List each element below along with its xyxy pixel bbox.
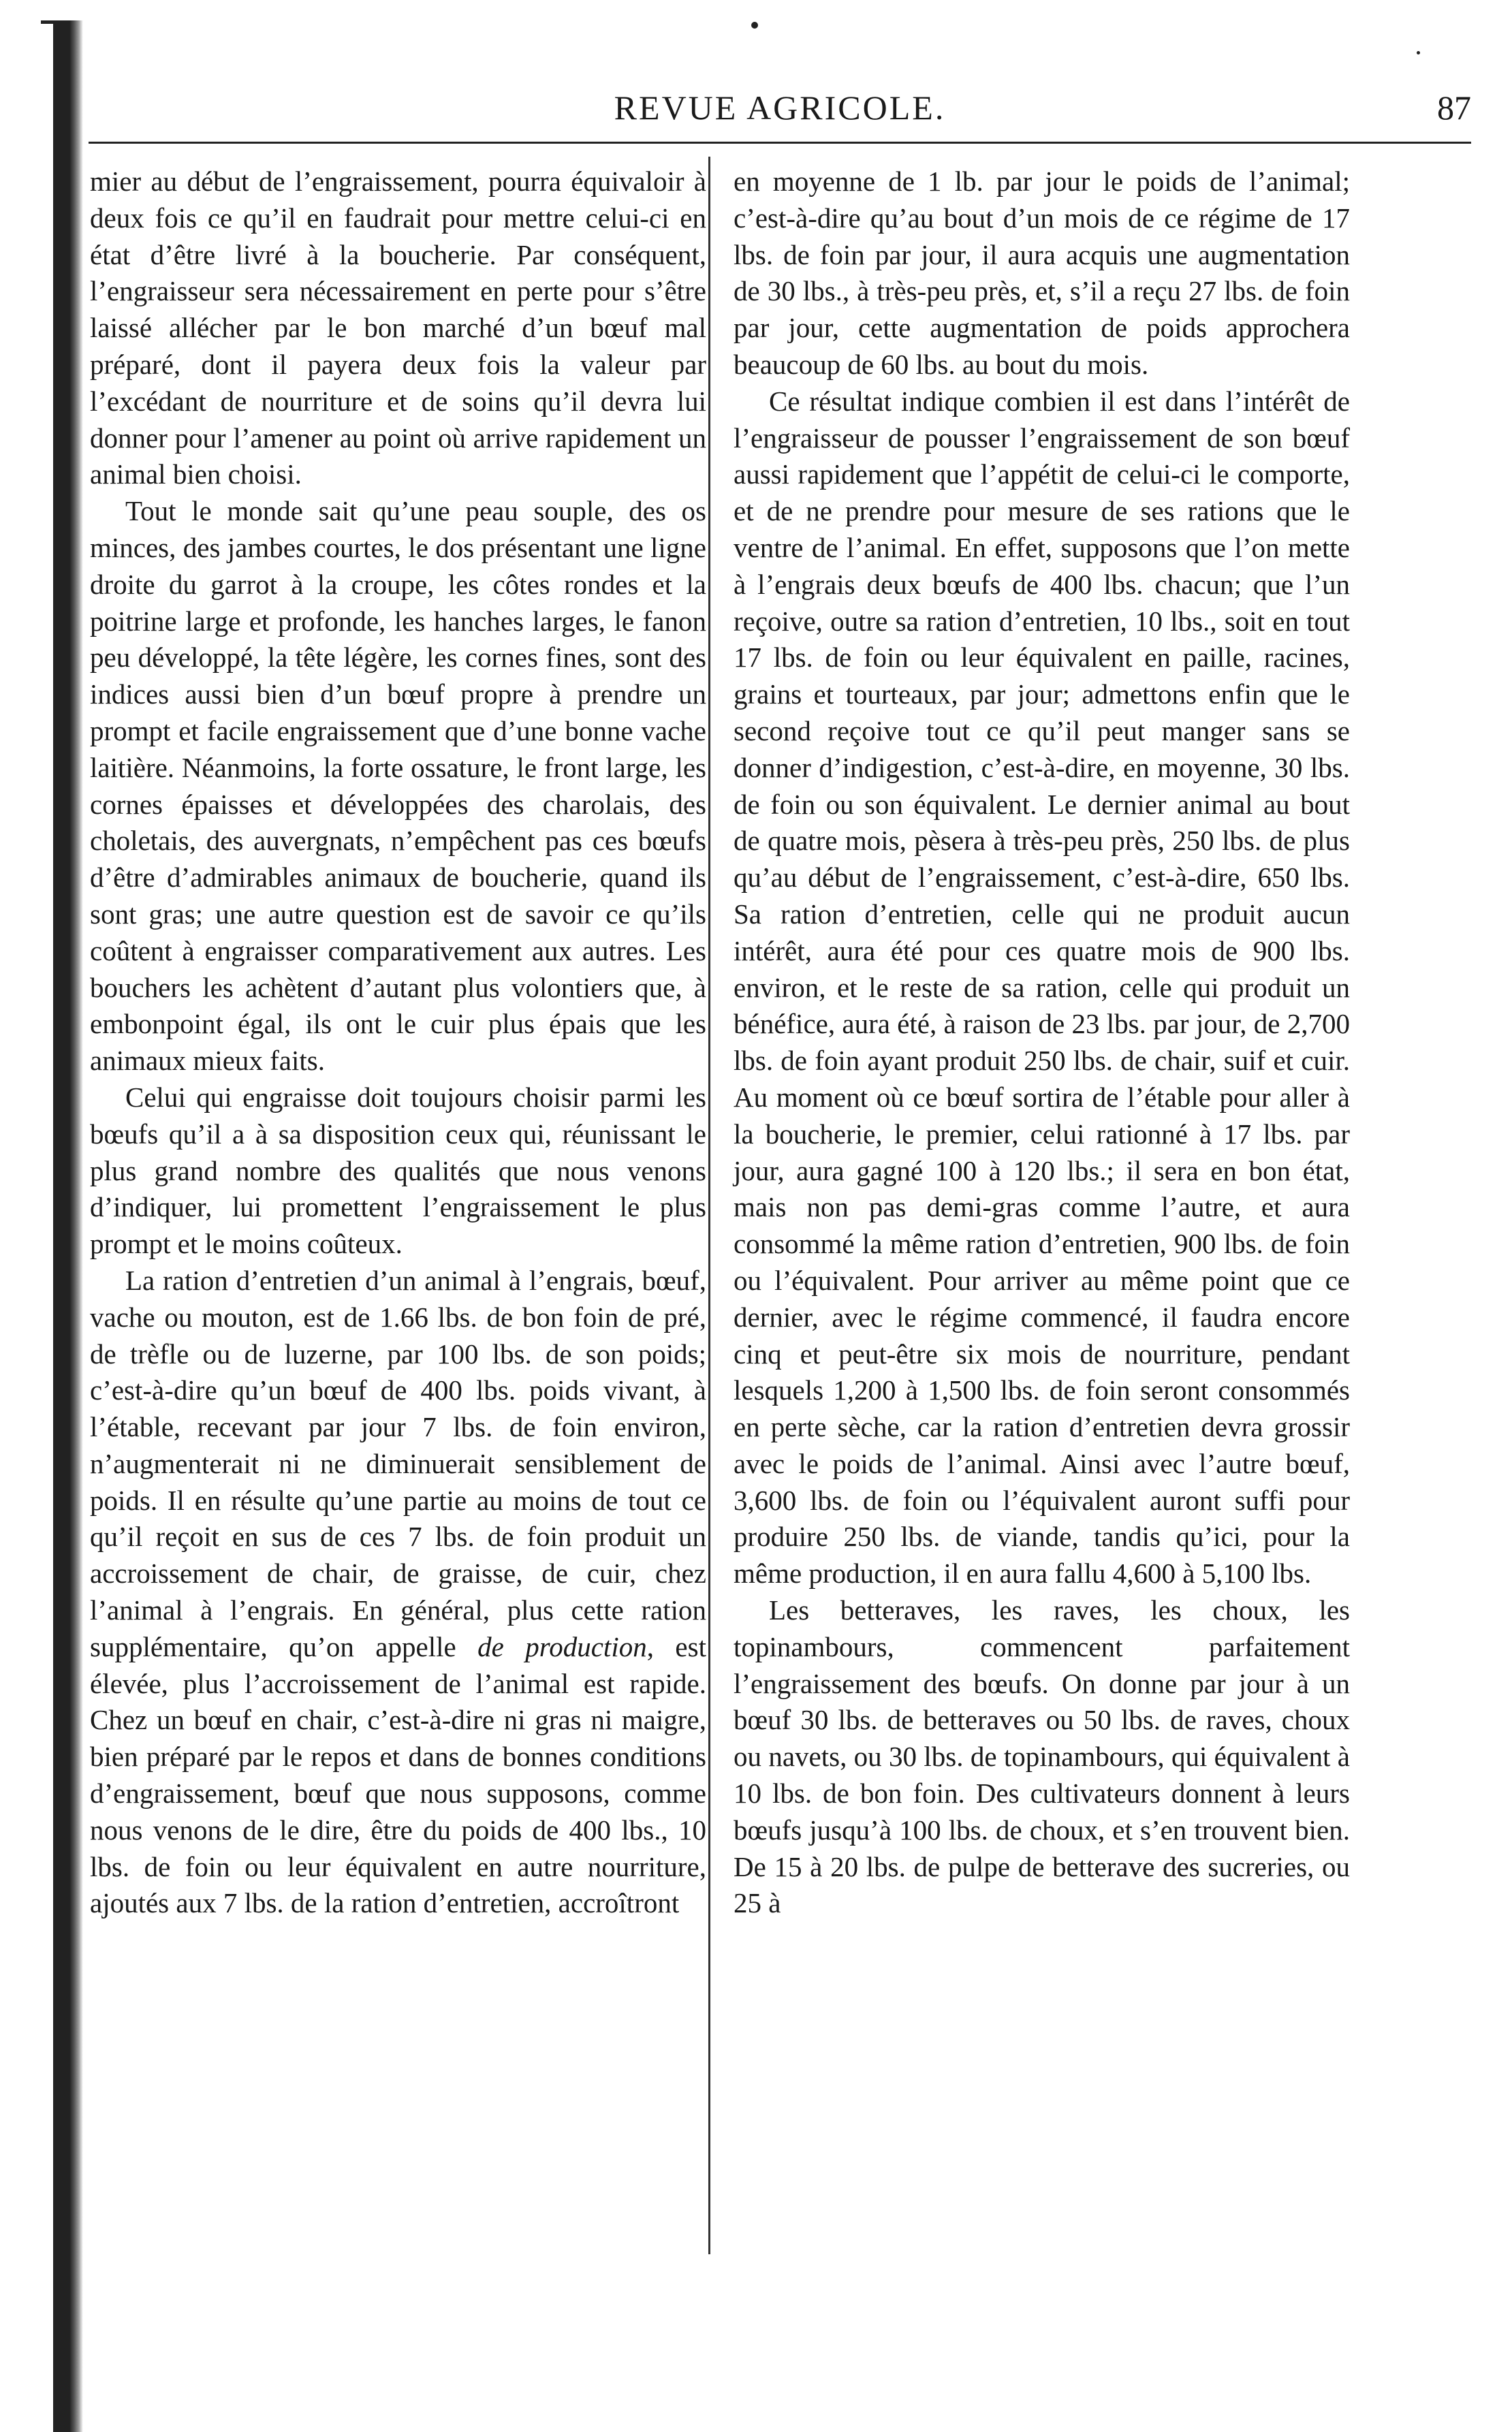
print-speck — [1417, 51, 1420, 54]
running-header — [89, 80, 1471, 144]
paragraph: en moyenne de 1 lb. par jour le poids de l’animal; c’est-à-dire qu’au bout d’un mois de ce régime de 17 lbs. de foin par jour, il aura acquis une augmentation de 30 lbs., à très-peu près, et, s’il a reçu 27 lbs. de foin par jour, cette augmentation de poids approchera beaucoup de 60 lbs. au bout du mois. — [734, 165, 1350, 380]
paragraph — [90, 1263, 706, 1922]
text-column-left — [90, 163, 706, 1922]
running-title: REVUE AGRICOLE. — [614, 89, 946, 127]
binding-edge — [53, 20, 83, 2432]
print-speck — [751, 22, 758, 29]
paragraph: mier au début de l’engraissement, pourra équivaloir à deux fois ce qu’il en faudrait pour mettre celui-ci en état d’être livré à la boucherie. Par conséquent, l’engraisseur sera nécessairement en perte pour s’être laissé allécher par le bon marché d’un bœuf mal préparé, dont il payera deux fois la valeur par l’excédant de nourriture et de soins qu’il devra lui donner pour l’amener au point où arrive rapidement un animal bien choisi. — [90, 165, 706, 490]
paragraph: Tout le monde sait qu’une peau souple, des os minces, des jambes courtes, le dos présentant une ligne droite du garrot à la croupe, les côtes rondes et la poitrine large et profonde, les hanches larges, le fanon peu développé, la tête légère, les cornes fines, sont des indices aussi bien d’un bœuf propre à prendre un prompt et facile engraissement que d’une bonne vache laitière. Néanmoins, la forte ossature, le front large, les cornes épaisses et développées des charolais, des choletais, des auvergnats, n’empêchent pas ces bœufs d’être d’admirables animaux de boucherie, quand ils sont gras; une autre question est de savoir ce qu’ils coûtent à engraisser comparativement aux autres. Les bouchers les achètent d’autant plus volontiers que, à embonpoint égal, ils ont le cuir plus épais que les animaux mieux faits. — [90, 495, 706, 1077]
italic-term: de production — [477, 1630, 647, 1662]
paragraph: Les betteraves, les raves, les choux, les topinambours, commencent parfaitement l’engraissement des bœufs. On donne par jour à un bœuf 30 lbs. de betteraves ou 50 lbs. de raves, choux ou navets, ou 30 lbs. de topinambours, qui équivalent à 10 lbs. de bon foin. Des cultivateurs donnent à leurs bœufs jusqu’à 100 lbs. de choux, et s’en trouvent bien. De 15 à 20 lbs. de pulpe de betterave des sucreries, ou 25 à — [734, 1594, 1350, 1919]
column-rule — [708, 157, 710, 2254]
paragraph: Ce résultat indique combien il est dans l’intérêt de l’engraisseur de pousser l’engraissement de son bœuf aussi rapidement que l’appétit de celui-ci le comporte, et de ne prendre pour mesure de ses rations que le ventre de l’animal. En effet, supposons que l’on mette à l’engrais deux bœufs de 400 lbs. chacun; que l’un reçoive, outre sa ration d’entretien, 10 lbs., soit en tout 17 lbs. de foin ou leur équivalent en paille, racines, grains et tourteaux, par jour; admettons enfin que le second reçoive tout ce qu’il peut manger sans se donner d’indigestion, c’est-à-dire, en moyenne, 30 lbs. de foin ou son équivalent. Le dernier animal au bout de quatre mois, pèsera à très-peu près, 250 lbs. de plus qu’au début de l’engraissement, c’est-à-dire, 650 lbs. Sa ration d’entretien, celle qui ne produit aucun intérêt, aura été pour ces quatre mois de 900 lbs. environ, et le reste de sa ration, celle qui produit un bénéfice, aura été, à raison de 23 lbs. par jour, de 2,700 lbs. de foin ayant produit 250 lbs. de chair, suif et cuir. Au moment où ce bœuf sortira de l’étable pour aller à la boucherie, le premier, celui rationné à 17 lbs. par jour, aura gagné 100 à 120 lbs.; il sera en bon état, mais non pas demi-gras comme l’autre, et aura consommé la même ration d’entretien, 900 lbs. de foin ou l’équivalent. Pour arriver au même point que ce dernier, avec le régime commencé, il faudra encore cinq et peut-être six mois de nourriture, pendant lesquels 1,200 à 1,500 lbs. de foin seront consommés en perte sèche, car la ration d’entretien devra grossir avec le poids de l’animal. Ainsi avec l’autre bœuf, 3,600 lbs. de foin ou l’équivalent auront suffi pour produire 250 lbs. de viande, tandis qu’ici, pour la même production, il en aura fallu 4,600 à 5,100 lbs. — [734, 385, 1350, 1590]
paragraph-text: La ration d’entretien d’un animal à l’engrais, bœuf, vache ou mouton, est de 1.66 lbs. de bon foin de pré, de trèfle ou de luzerne, par 100 lbs. de son poids; c’est-à-dire qu’un bœuf de 400 lbs. poids vivant, à l’étable, recevant par jour 7 lbs. de foin environ, n’augmenterait ni ne diminuerait sensiblement de poids. Il en résulte qu’une partie au moins de tout ce qu’il reçoit en sus de ces 7 lbs. de foin produit un accroissement de chair, de graisse, de cuir, chez l’animal à l’engrais. En général, plus cette ration supplémentaire, qu’on appelle — [90, 1264, 706, 1662]
page-number: 87 — [1437, 89, 1471, 127]
text-column-right — [734, 163, 1350, 1922]
paragraph-text: , est élevée, plus l’accroissement de l’animal est rapide. Chez un bœuf en chair, c’est-à-dire ni gras ni maigre, bien préparé par le repos et dans de bonnes conditions d’engraissement, bœuf que nous supposons, comme nous venons de le dire, être du poids de 400 lbs., 10 lbs. de foin ou leur équivalent en autre nourriture, ajoutés aux 7 lbs. de la ration d’entretien, accroîtront — [90, 1630, 706, 1919]
binding-mark — [41, 20, 61, 24]
paragraph: Celui qui engraisse doit toujours choisir parmi les bœufs qu’il a à sa disposition ceux qui, réunissant le plus grand nombre des qualités que nous venons d’indiquer, lui promettent l’engraissement le plus prompt et le moins coûteux. — [90, 1081, 706, 1260]
